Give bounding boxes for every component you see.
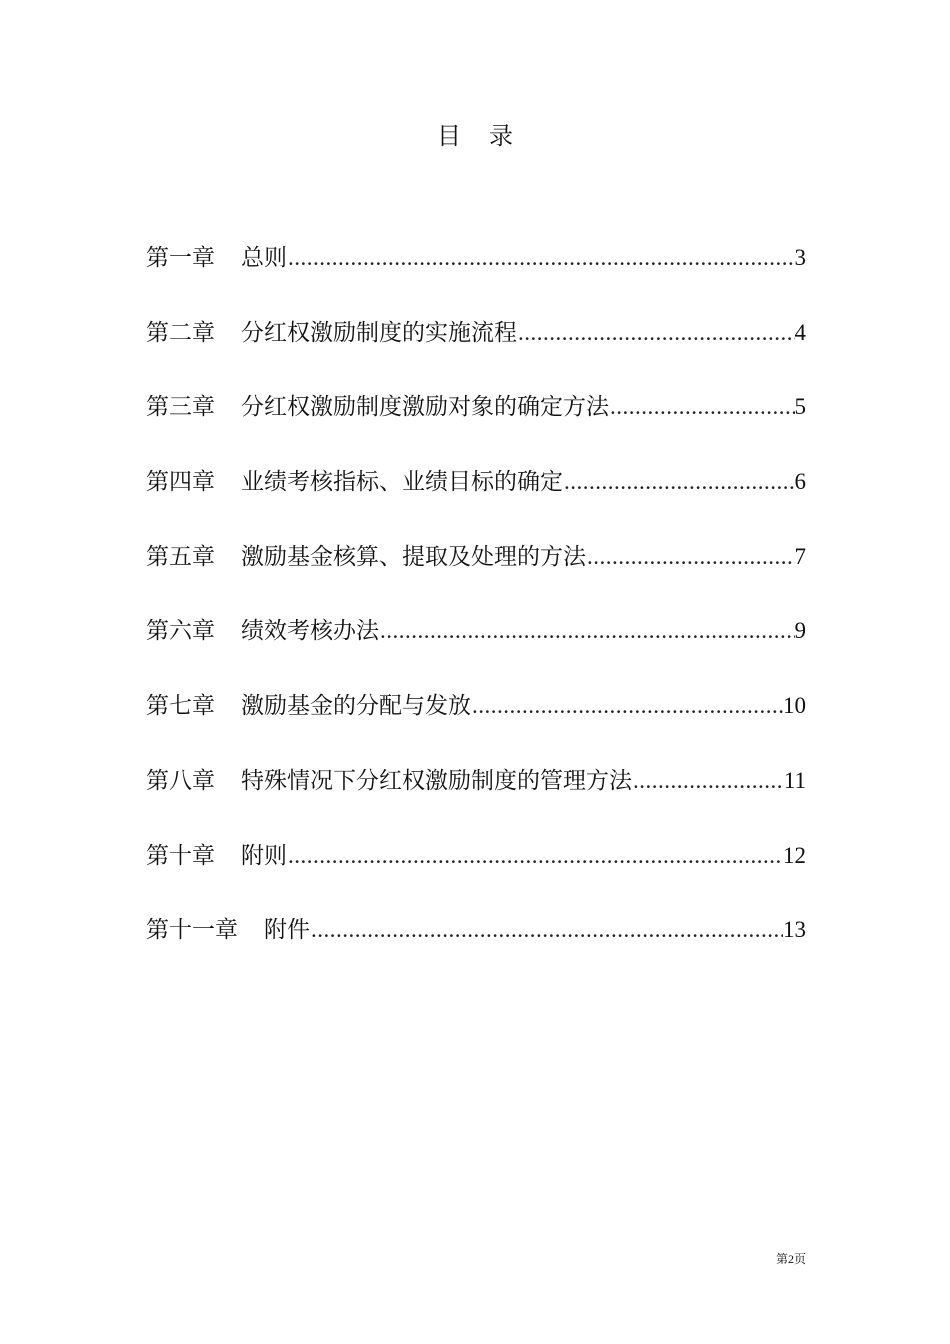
- toc-leader: [632, 759, 784, 803]
- toc-entry-title: 业绩考核指标、业绩目标的确定: [241, 469, 563, 496]
- title-char-1: 目: [437, 122, 461, 150]
- toc-entry[interactable]: [146, 908, 806, 983]
- toc-chapter-label: 第六章: [146, 618, 215, 645]
- toc-page-number: 11: [783, 767, 806, 793]
- toc-entry[interactable]: [146, 609, 806, 684]
- toc-page-number: 7: [794, 543, 806, 569]
- toc-entry[interactable]: [146, 460, 806, 535]
- toc-entry-title: 附件: [264, 917, 310, 944]
- toc-chapter-label: 第十一章: [146, 917, 238, 944]
- toc-page-number: 5: [794, 394, 806, 420]
- toc-page-number: 12: [783, 842, 806, 868]
- toc-leader: [609, 385, 795, 429]
- toc-chapter-label: 第十章: [146, 842, 215, 869]
- toc-leader: [379, 609, 795, 653]
- toc-page-number: 10: [783, 693, 806, 719]
- toc-page-number: 3: [794, 245, 806, 270]
- toc-entry-title: 附则: [241, 842, 287, 869]
- toc-page-number: 6: [794, 469, 806, 495]
- toc-entry-title: 激励基金核算、提取及处理的方法: [241, 543, 586, 570]
- toc-entry-title: 激励基金的分配与发放: [241, 693, 471, 720]
- toc-entry-title: 特殊情况下分红权激励制度的管理方法: [241, 767, 632, 794]
- toc-leader: [471, 684, 783, 728]
- toc-leader: [310, 908, 783, 952]
- toc-chapter-label: 第二章: [146, 319, 215, 346]
- toc-entry-title: 总则: [241, 245, 287, 271]
- toc-entry[interactable]: [146, 759, 806, 834]
- page-title: [0, 116, 950, 151]
- toc-chapter-label: 第七章: [146, 693, 215, 720]
- toc-entry[interactable]: [146, 311, 806, 386]
- page-footer-number: 第2页: [775, 1252, 806, 1266]
- toc-entry-title: 分红权激励制度激励对象的确定方法: [241, 394, 609, 421]
- toc-page-number: 9: [794, 618, 806, 644]
- toc-chapter-label: 第三章: [146, 394, 215, 421]
- toc-chapter-label: 第一章: [146, 245, 215, 271]
- toc-leader: [563, 460, 795, 504]
- toc-chapter-label: 第四章: [146, 469, 215, 496]
- toc-entry[interactable]: [146, 236, 806, 311]
- toc-leader: [287, 236, 795, 280]
- toc-list: [146, 236, 806, 983]
- title-char-2: 录: [489, 122, 513, 150]
- toc-entry[interactable]: [146, 834, 806, 909]
- toc-entry-title: 分红权激励制度的实施流程: [241, 319, 517, 346]
- toc-entry[interactable]: [146, 535, 806, 610]
- toc-leader: [586, 535, 795, 579]
- toc-chapter-label: 第八章: [146, 767, 215, 794]
- toc-entry-title: 绩效考核办法: [241, 618, 379, 645]
- toc-chapter-label: 第五章: [146, 543, 215, 570]
- toc-entry[interactable]: [146, 684, 806, 759]
- toc-page-number: 13: [783, 917, 806, 943]
- toc-page-number: 4: [794, 319, 806, 345]
- toc-entry[interactable]: [146, 385, 806, 460]
- toc-leader: [517, 311, 795, 355]
- toc-leader: [287, 834, 783, 878]
